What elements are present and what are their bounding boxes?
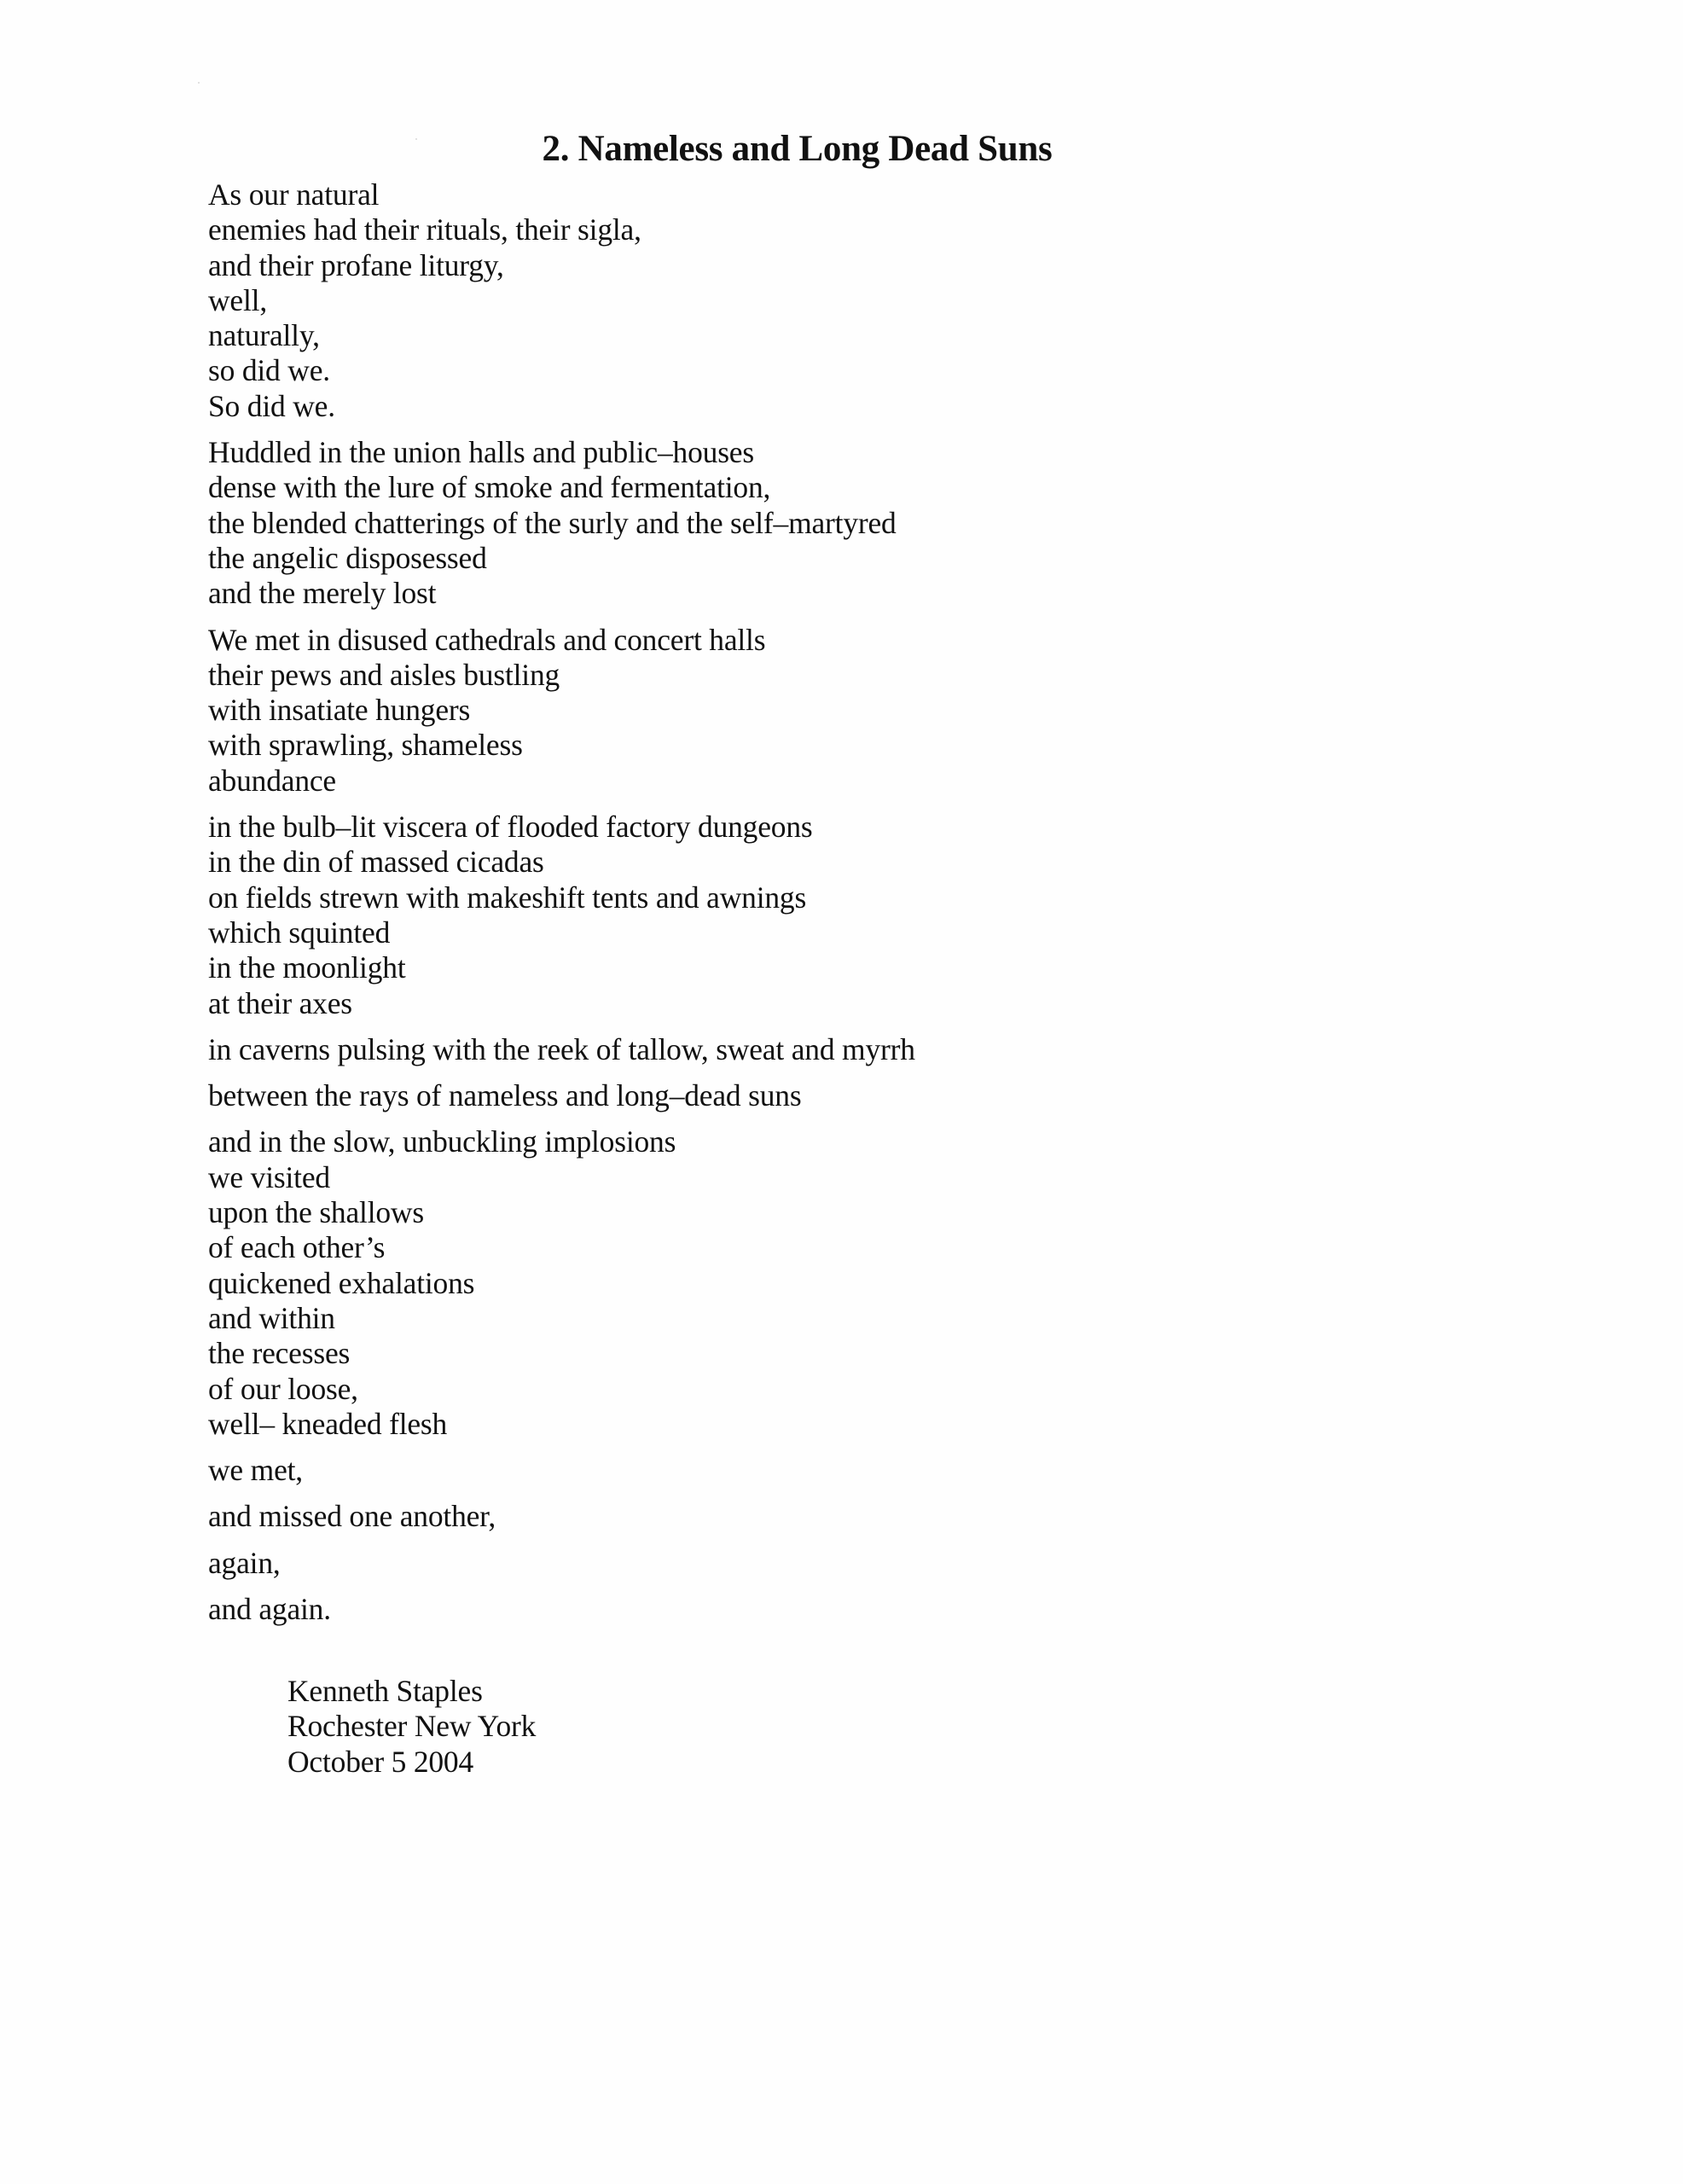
poem-line: we met, bbox=[208, 1453, 303, 1488]
signature-block bbox=[287, 1674, 536, 1780]
stanza-11 bbox=[208, 1592, 1402, 1627]
poem-line: in the bulb–lit viscera of flooded factory dungeons bbox=[208, 810, 813, 845]
poem-line: and the merely lost bbox=[208, 576, 437, 611]
poem-line: naturally, bbox=[208, 318, 320, 353]
stanza-3 bbox=[208, 623, 1402, 799]
poem-line: the blended chatterings of the surly and the self–martyred bbox=[208, 505, 897, 540]
poem-line: so did we. bbox=[208, 353, 330, 388]
poem-line: and missed one another, bbox=[208, 1499, 496, 1534]
stanza-4 bbox=[208, 810, 1402, 1021]
stanza-7 bbox=[208, 1124, 1402, 1442]
poem-line: abundance bbox=[208, 763, 336, 798]
stanza-2 bbox=[208, 435, 1402, 611]
poem-line: quickened exhalations bbox=[208, 1265, 475, 1300]
poem-line: dense with the lure of smoke and fermentation, bbox=[208, 470, 771, 505]
poem-line: and again. bbox=[208, 1591, 331, 1626]
stanza-6 bbox=[208, 1078, 1402, 1113]
scan-speck bbox=[198, 82, 200, 84]
poem-line: upon the shallows bbox=[208, 1195, 424, 1230]
author-name: Kenneth Staples bbox=[287, 1674, 483, 1708]
poem-line: As our natural bbox=[208, 177, 380, 212]
poem-body bbox=[208, 177, 1402, 1627]
poem-line: in caverns pulsing with the reek of tallow, sweat and myrrh bbox=[208, 1031, 915, 1066]
poem-line: at their axes bbox=[208, 985, 352, 1020]
stanza-10 bbox=[208, 1546, 1402, 1581]
stanza-9 bbox=[208, 1499, 1402, 1534]
stanza-8 bbox=[208, 1453, 1402, 1488]
poem-line: well, bbox=[208, 282, 267, 317]
poem-line: in the din of massed cicadas bbox=[208, 845, 544, 880]
poem-line: in the moonlight bbox=[208, 950, 406, 985]
stanza-5 bbox=[208, 1032, 1402, 1067]
poem-line: we visited bbox=[208, 1159, 330, 1194]
poem-line: and their profane liturgy, bbox=[208, 247, 504, 282]
poem-line: which squinted bbox=[208, 915, 391, 950]
poem-line: with insatiate hungers bbox=[208, 693, 471, 728]
poem-line: between the rays of nameless and long–dead suns bbox=[208, 1078, 802, 1113]
poem-line: Huddled in the union halls and public–houses bbox=[208, 435, 754, 470]
poem-line: with sprawling, shameless bbox=[208, 728, 523, 763]
poem-line: again, bbox=[208, 1545, 281, 1580]
poem-line: enemies had their rituals, their sigla, bbox=[208, 212, 641, 247]
author-location: Rochester New York bbox=[287, 1709, 537, 1744]
poem-line: the angelic disposessed bbox=[208, 540, 487, 575]
poem-line: So did we. bbox=[208, 388, 335, 423]
poem-line: the recesses bbox=[208, 1336, 351, 1371]
stanza-1 bbox=[208, 177, 1402, 424]
poem-line: their pews and aisles bustling bbox=[208, 657, 560, 692]
poem-line: of our loose, bbox=[208, 1371, 358, 1406]
poem-line: well– kneaded flesh bbox=[208, 1406, 448, 1441]
poem-line: and within bbox=[208, 1300, 335, 1335]
poem-line: We met in disused cathedrals and concert halls bbox=[208, 622, 766, 657]
signature-date: October 5 2004 bbox=[287, 1744, 474, 1779]
poem-line: of each other’s bbox=[208, 1230, 386, 1265]
poem-title: 2. Nameless and Long Dead Suns bbox=[542, 129, 1053, 169]
poem-line: and in the slow, unbuckling implosions bbox=[208, 1124, 676, 1159]
poem-line: on fields strewn with makeshift tents and awnings bbox=[208, 880, 807, 915]
